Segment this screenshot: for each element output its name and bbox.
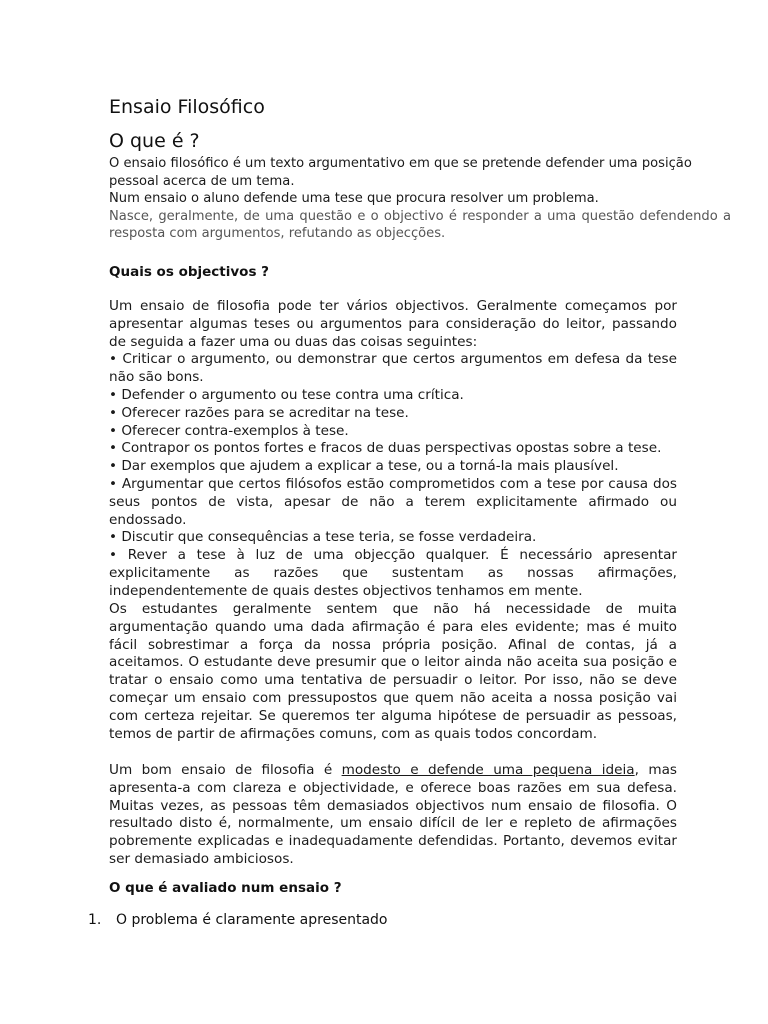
intro-paragraph-2: Num ensaio o aluno defende uma tese que procura resolver um problema. [109, 191, 599, 206]
numbered-list-item [88, 912, 388, 928]
list-item: • Oferecer razões para se acreditar na tese. [109, 404, 409, 421]
underlined-phrase: modesto e defende uma pequena ideia [341, 762, 635, 778]
list-item: • Argumentar que certos filósofos estão comprometidos com a tese por causa dos seus pontos de vista, apesar de não a terem explicitamente afirmado ou endossado. [109, 475, 677, 528]
paragraph-text-start: Um bom ensaio de filosofia é [109, 762, 342, 778]
section-heading-objectives: Quais os objectivos ? [109, 264, 270, 280]
section-heading-what-is: O que é ? [109, 130, 200, 152]
intro-paragraph-3: Nasce, geralmente, de uma questão e o objectivo é responder a uma questão defendendo a resposta com argumentos, refutando as objecções. [109, 208, 731, 241]
document-title: Ensaio Filosófico [109, 96, 265, 118]
list-item: • Discutir que consequências a tese teria, se fosse verdadeira. [109, 529, 537, 546]
list-item: • Dar exemplos que ajudem a explicar a tese, ou a torná-la mais plausível. [109, 458, 619, 475]
list-item: • Defender o argumento ou tese contra uma crítica. [109, 386, 464, 403]
list-item: • Contrapor os pontos fortes e fracos de duas perspectivas opostas sobre a tese. [109, 440, 662, 457]
paragraph-text-rest: , mas apresenta-a com clareza e objectividade, e oferece boas razões em sua defesa. Muitas vezes, as pessoas têm demasiados objectivos num ensaio de filosofia. O resultado disto é, normalmente, um ensaio difícil de ler e repleto de afirmações pobremente explicadas e inadequadamente defendidas. Portanto, devemos evitar ser demasiado ambiciosos. [109, 762, 678, 867]
paragraph-text [109, 762, 677, 869]
list-item-text: O problema é claramente apresentado [116, 912, 388, 928]
section-heading-evaluation: O que é avaliado num ensaio ? [109, 880, 342, 896]
paragraph-students [109, 601, 677, 743]
paragraph-text: Os estudantes geralmente sentem que não há necessidade de muita argumentação quando uma dada afirmação é para eles evidente; mas é muito fácil sobrestimar a força da nossa própria posição. Afinal de contas, já a aceitamos. O estudante deve presumir que o leitor ainda não aceita sua posição e tratar o ensaio como uma tentativa de persuadir o leitor. Por isso, não se deve começar um ensaio com pressupostos que quem não aceita a nossa posição vai com certeza rejeitar. Se queremos ter alguma hipótese de persuadir as pessoas, temos de partir de afirmações comuns, com as quais todos concordam. [109, 601, 677, 742]
objectives-block [109, 298, 677, 601]
intro-block [109, 155, 731, 243]
paragraph-good-essay [109, 762, 677, 869]
list-number: 1. [88, 912, 102, 928]
objectives-intro: Um ensaio de filosofia pode ter vários objectivos. Geralmente começamos por apresentar algumas teses ou argumentos para consideração do leitor, passando de seguida a fazer uma ou duas das coisas seguintes: [109, 298, 677, 350]
list-item: • Rever a tese à luz de uma objecção qualquer. É necessário apresentar explicitamente as razões que sustentam as nossas afirmações, independentemente de quais destes objectivos tenhamos em mente. [109, 547, 677, 599]
list-item: • Oferecer contra-exemplos à tese. [109, 422, 349, 439]
list-item: • Criticar o argumento, ou demonstrar que certos argumentos em defesa da tese não são bons. [109, 351, 677, 386]
intro-paragraph-1: O ensaio filosófico é um texto argumentativo em que se pretende defender uma posição pessoal acerca de um tema. [109, 156, 692, 189]
